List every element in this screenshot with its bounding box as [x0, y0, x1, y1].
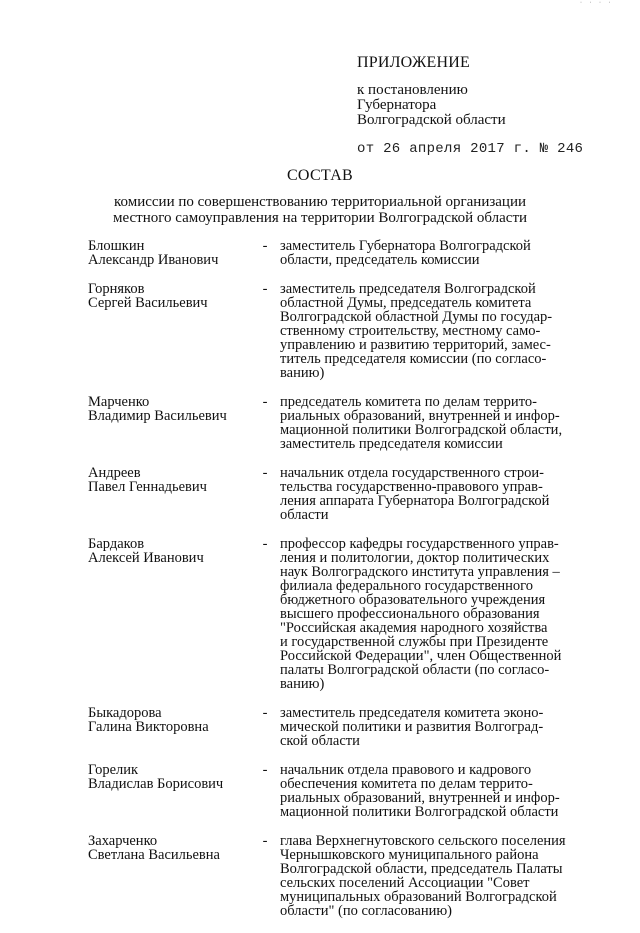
member-role: заместитель Губернатора Волгоградской области, председатель комиссии — [280, 238, 531, 268]
member-role: глава Верхнегнутовского сельского поселения Чернышковского муниципального района Волгоградской области, председатель Палаты сельских поселений Ассоциации "Совет муниципальных образований Волгоградской области" (по согласованию) — [280, 833, 566, 919]
member-entry — [88, 395, 572, 451]
member-name — [88, 763, 258, 791]
appendix-line-3: Волгоградской области — [357, 112, 506, 128]
member-name — [88, 282, 258, 310]
decree-date-number: от 26 апреля 2017 г. № 246 — [357, 141, 584, 157]
member-given-names: Галина Викторовна — [88, 719, 209, 735]
document-subtitle-line-1: комиссии по совершенствованию территориальной организации — [113, 194, 527, 210]
page-corner-mark: · · · · — [580, 0, 614, 6]
member-name — [88, 834, 258, 862]
member-given-names: Владимир Васильевич — [88, 408, 227, 424]
member-surname: Марченко — [88, 394, 150, 410]
member-surname: Андреев — [88, 465, 141, 481]
member-dash: - — [262, 281, 268, 297]
member-dash: - — [262, 833, 268, 849]
member-entry — [88, 706, 572, 748]
member-role: заместитель председателя комитета эконо- мической политики и развития Волгоград- ской области — [280, 705, 544, 749]
appendix-reference — [357, 83, 627, 128]
member-dash: - — [262, 705, 268, 721]
member-dash: - — [262, 762, 268, 778]
appendix-block — [357, 55, 627, 157]
member-entry — [88, 834, 572, 918]
member-surname: Горняков — [88, 281, 145, 297]
member-name — [88, 239, 258, 267]
member-surname: Бардаков — [88, 536, 145, 552]
member-role: начальник отдела государственного строи- тельства государственно-правового управ- ления аппарата Губернатора Волгоградской области — [280, 465, 550, 523]
member-dash: - — [262, 394, 268, 410]
member-role: начальник отдела правового и кадрового обеспечения комитета по делам террито- риальных образований, внутренней и инфор- мационной политики Волгоградской области — [280, 762, 560, 820]
document-subtitle-line-2: местного самоуправления на территории Волгоградской области — [112, 210, 528, 226]
member-role: председатель комитета по делам террито- риальных образований, внутренней и инфор- мационной политики Волгоградской области, заместитель председателя комиссии — [280, 394, 563, 452]
member-given-names: Павел Геннадьевич — [88, 479, 207, 495]
member-dash: - — [262, 238, 268, 254]
member-entry — [88, 282, 572, 380]
commission-members-list — [88, 239, 572, 933]
member-entry — [88, 537, 572, 691]
document-subtitle — [0, 194, 640, 226]
member-role: профессор кафедры государственного управ- ления и политологии, доктор политических наук Волгоградского института управления – филиала федерального государственного бюджетного образовательного учреждения высшего профессионального образования "Российская академия народного хозяйства и государственной службы при Президенте Российской Федерации", член Общественной палаты Волгоградской области (по согласо- ванию) — [280, 536, 562, 692]
member-surname: Блошкин — [88, 238, 145, 254]
member-name — [88, 395, 258, 423]
member-name — [88, 706, 258, 734]
member-given-names: Сергей Васильевич — [88, 295, 208, 311]
member-name — [88, 466, 258, 494]
member-surname: Горелик — [88, 762, 139, 778]
member-entry — [88, 239, 572, 267]
appendix-line-2: Губернатора — [357, 97, 437, 113]
member-given-names: Светлана Васильевна — [88, 847, 220, 863]
member-surname: Захарченко — [88, 833, 158, 849]
document-heading — [0, 167, 640, 226]
appendix-title: ПРИЛОЖЕНИЕ — [357, 54, 471, 71]
member-dash: - — [262, 465, 268, 481]
appendix-line-1: к постановлению — [357, 82, 468, 98]
member-role: заместитель председателя Волгоградской областной Думы, председатель комитета Волгоградской областной Думы по государ- ственному строительству, местному само- управлению и развитию территорий, замес- титель председателя комиссии (по согласо- ванию) — [280, 281, 553, 381]
document-title: СОСТАВ — [286, 167, 354, 184]
member-name — [88, 537, 258, 565]
member-given-names: Владислав Борисович — [88, 776, 224, 792]
member-dash: - — [262, 536, 268, 552]
member-given-names: Алексей Иванович — [88, 550, 204, 566]
member-given-names: Александр Иванович — [88, 252, 219, 268]
member-entry — [88, 763, 572, 819]
member-entry — [88, 466, 572, 522]
member-surname: Быкадорова — [88, 705, 162, 721]
